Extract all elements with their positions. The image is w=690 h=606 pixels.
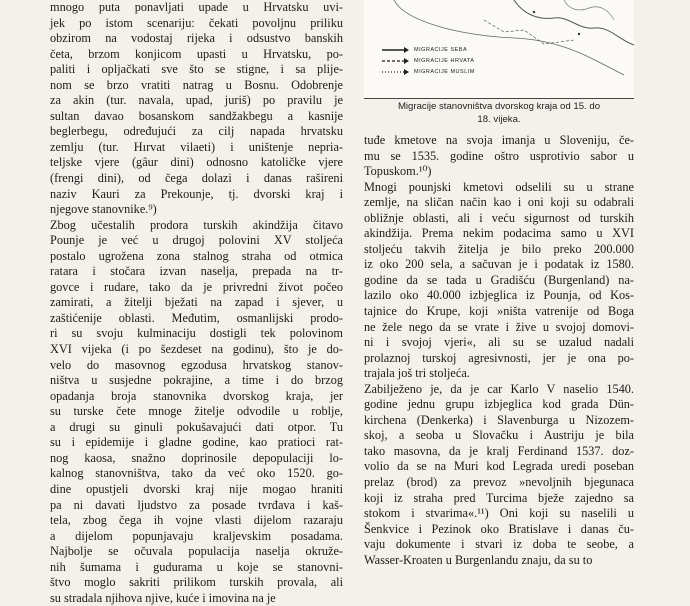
text-line: godine da se tada u Gradišću (Burgenland) na- — [364, 272, 634, 287]
text-line: zemlju (tur. Hırvat vilaeti) i uništenje nepria- — [50, 139, 343, 154]
text-line: zamirati, a žitelji bježati na zapad i sjever, u — [50, 295, 343, 310]
text-line: ne žele nego da se vrate i žive u svojoj domovi- — [364, 319, 634, 334]
legend-label: MIGRACIJE MUSLIM — [414, 68, 475, 75]
legend-symbol-solid — [380, 46, 410, 54]
text-line: vaju dokumente i stvari iz doba te seobe, a — [364, 537, 634, 552]
paragraph-karlo-v-settlement — [364, 382, 634, 569]
text-line: obližnje oblasti, ali i veću sigurnost od turskih — [364, 210, 634, 225]
text-line: opadanja broja stanovnika dvorskog kraja, jer — [50, 388, 343, 403]
text-line: tako masovna, da je kralj Ferdinand 1537. doz- — [364, 443, 634, 458]
text-line: tela, zbog čega ih vojne vlasti dijelom razaraju — [50, 513, 343, 528]
text-line: Šenkvice i Pezinok oko Bratislave i danas ču- — [364, 521, 634, 536]
paragraph-akin-raids — [50, 0, 343, 218]
text-line: su stradala njihova njive, kuće i imovina na je — [50, 590, 276, 605]
text-line: paliti i opljačkati sve što se stigne, i sa plije- — [50, 62, 343, 77]
legend-symbol-dashed — [380, 57, 410, 65]
paragraph-pounje-depopulation — [50, 218, 343, 606]
text-line: govce i rudare, tako da je privredni život počeo — [50, 279, 343, 294]
text-line: nih šumama i gudurama u koje se stanovni- — [50, 559, 343, 574]
text-line: trajala još tri stoljeća. — [364, 366, 470, 381]
text-line: tuđe kmetove na svoja imanja u Sloveniju, če- — [364, 133, 634, 147]
text-line: nog kaosa, snažno doprinosile depopulaciji lo- — [50, 450, 343, 465]
text-line: zaštićenije oblasti. Međutim, osmanlijski prodo- — [50, 310, 343, 325]
paragraph-topusko-sabor — [364, 133, 634, 180]
text-line: a drugi su ginuli pokušavajući dati otpor. Tu — [50, 419, 343, 434]
text-line: jek po istom scenariju: čekati povoljnu priliku — [50, 15, 343, 30]
text-line: mu se 1535. godine oštro usprotivio sabor u — [364, 148, 634, 163]
legend-label: MIGRACIJE HRVATA — [414, 57, 475, 64]
text-line: godine jednu grupu izbjeglica kod grada Dün- — [364, 397, 634, 412]
caption-line: Migracije stanovništva dvorskog kraja od 15. do — [397, 101, 601, 112]
legend-row — [380, 44, 475, 55]
text-line: ništva u susjedne pokrajine, a time i do brzog — [50, 373, 343, 388]
text-line: (frengi dini), od čega dolazi i danas rašireni — [50, 171, 343, 186]
text-line: kalnog stanovništva, tako da već oko 1520. go- — [50, 466, 343, 481]
text-line: volio da se na Muri kod Legrada uredi poseban — [364, 459, 634, 474]
text-line: naziv Kauri za Prekounje, tj. dvorski kraj i — [50, 186, 343, 201]
text-line: Zbog učestalih prodora turskih akindžija čitavo — [50, 217, 343, 232]
caption-line: 18. vijeka. — [477, 114, 521, 125]
text-line: su turske čete mnoge žitelje odvodile u roblje, — [50, 404, 343, 419]
legend-symbol-dotted — [380, 68, 410, 76]
text-line: su i epidemije i gladne godine, kao pratioci rat- — [50, 435, 343, 450]
text-line: beglerbegu, određujući za cilj napada hrvatsku — [50, 124, 343, 139]
text-line: tajnice do Krupe, koji »ništa vatrenije od Boga — [364, 304, 634, 319]
text-line: XVI vijeka (i po šezdeset na godinu), što je do- — [50, 342, 343, 357]
text-line: Wasser-Kroaten u Burgenlandu znaju, da su to — [364, 552, 593, 567]
legend-row — [380, 66, 475, 77]
text-line: ri su svoju kulminaciju dostigli tek polovinom — [50, 326, 343, 341]
text-line: za akin (tur. navala, upad, juriš) po pravilu je — [50, 93, 343, 108]
right-column — [364, 133, 634, 568]
legend-row — [380, 55, 475, 66]
text-line: stokom i stvarima«.¹¹) Oni koji su naselili u — [364, 506, 634, 521]
text-line: teljske vjere (gâur dini) odnosno katoličke vjere — [50, 155, 343, 170]
paragraph-emigration-abroad — [364, 180, 634, 382]
text-line: skoj, a seoba u Slovačku i Austriju je bila — [364, 428, 634, 443]
text-line: zemlje, na sličan način kao i oni koji su odabrali — [364, 195, 634, 210]
text-line: njegove stanovnike.⁹) — [50, 202, 157, 217]
text-line: četa, brzom konjicom upasti u Hrvatsku, po- — [50, 46, 343, 61]
text-line: sultan davao bosanskom sandžakbegu a kasnije — [50, 108, 343, 123]
text-line: pa ni davati ljudstvo za posade tvrđava i kaš- — [50, 497, 343, 512]
text-line: postalo ugrožena zona stalnog straha od otmica — [50, 248, 343, 263]
text-line: koji iz straha pred Turcima bježe zajedno sa — [364, 490, 634, 505]
map-legend — [380, 44, 475, 77]
text-line: Topuskom.¹⁰) — [364, 164, 432, 179]
text-line: ratara i stočara izvan naselja, prepada na tr- — [50, 264, 343, 279]
text-line: stoljeću takvih žitelja je bilo preko 200.000 — [364, 241, 634, 256]
legend-label: MIGRACIJE SEBA — [414, 46, 468, 53]
text-line: obzirom na vodostaj rijeka i odsustvo banskih — [50, 31, 343, 46]
text-line: mnogo puta ponavljati upade u Hrvatsku uvi- — [50, 0, 343, 14]
text-line: Pounje je već u drugoj polovini XV stoljeća — [50, 233, 343, 248]
figure-caption — [364, 100, 634, 126]
migration-map-figure — [364, 0, 634, 99]
text-line: prolaznoj turskoj agresivnosti, jer je ona po- — [364, 350, 634, 365]
text-line: ni i svojoj vjeri«, ali su se uzalud nadali — [364, 335, 634, 350]
left-column — [50, 0, 343, 606]
text-line: nom se brzo vratiti natrag u Bosnu. Odobrenje — [50, 77, 343, 92]
text-line: kirchena (Denkerka) i Slavenburga u Nizozem- — [364, 412, 634, 427]
text-line: velo do masovnog egzodusa hrvatskog stanov- — [50, 357, 343, 372]
text-line: štvo moglo sakriti prilikom turskih provala, ali — [50, 575, 343, 590]
text-line: iz oko 200 sela, a sačuvan je i podatak iz 1580. — [364, 257, 634, 272]
text-line: Zabilježeno je, da je car Karlo V naselio 1540. — [364, 381, 634, 396]
text-line: dine opustjeli dvorski kraj nije mogao hraniti — [50, 481, 343, 496]
text-line: lazilo oko 40.000 izbjeglica iz Pounja, od Kos- — [364, 288, 634, 303]
text-line: a dijelom popunjavaju kraljevskim posadama. — [50, 528, 343, 543]
text-line: prelaz (brod) za prevoz »nevoljnih bjegunaca — [364, 475, 634, 490]
text-line: Mnogi pounjski kmetovi odselili su u strane — [364, 179, 634, 194]
text-line: Najbolje se očuvala populacija naselja okruže- — [50, 544, 343, 559]
text-line: akindžija. Prema nekim podacima samo u XVI — [364, 226, 634, 241]
